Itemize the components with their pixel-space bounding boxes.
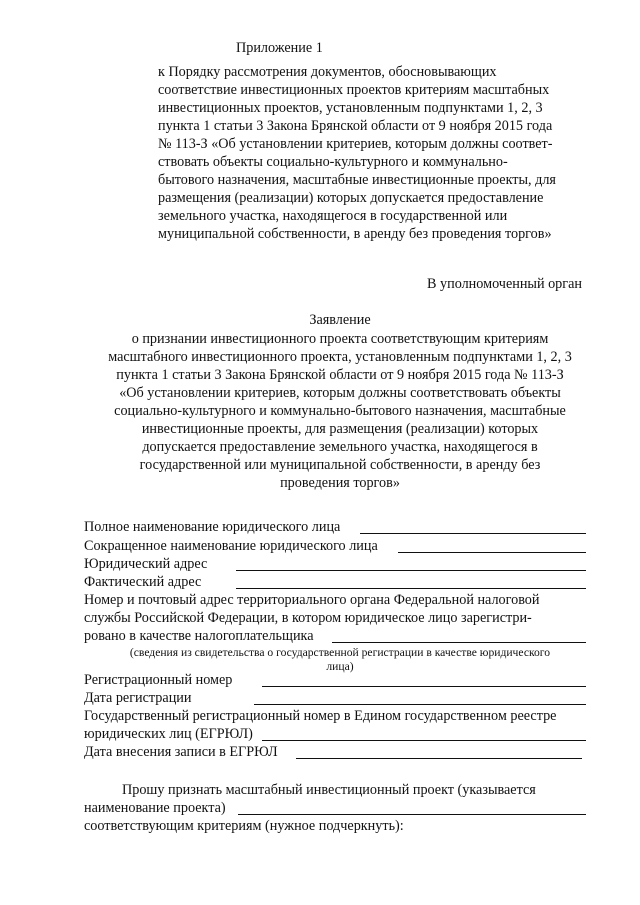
short-name-label: Сокращенное наименование юридического лица bbox=[84, 538, 378, 554]
statement-line: пункта 1 статьи 3 Закона Брянской области от 9 ноября 2015 года № 113-З bbox=[116, 367, 564, 383]
legal-address-field[interactable] bbox=[236, 570, 586, 571]
egrul-label-line2: юридических лиц (ЕГРЮЛ) bbox=[84, 726, 253, 742]
actual-address-field[interactable] bbox=[236, 588, 586, 589]
reg-number-field[interactable] bbox=[262, 686, 586, 687]
reg-date-field[interactable] bbox=[254, 704, 586, 705]
statement-line: социально-культурного и коммунально-бытового назначения, масштабные bbox=[114, 403, 566, 419]
statement-line: допускается предоставление земельного участка, находящегося в bbox=[142, 439, 538, 455]
appendix-line: земельного участка, находящегося в государственной или bbox=[158, 208, 508, 224]
request-line1: Прошу признать масштабный инвестиционный проект (указывается bbox=[122, 782, 536, 798]
appendix-line: пункта 1 статьи 3 Закона Брянской области от 9 ноября 2015 года bbox=[158, 118, 553, 134]
appendix-line: муниципальной собственности, в аренду без проведения торгов» bbox=[158, 226, 552, 242]
reg-number-label: Регистрационный номер bbox=[84, 672, 233, 688]
tax-office-note-line2: лица) bbox=[326, 660, 354, 673]
egrul-date-label: Дата внесения записи в ЕГРЮЛ bbox=[84, 744, 278, 760]
short-name-field[interactable] bbox=[398, 552, 586, 553]
full-name-field[interactable] bbox=[360, 533, 586, 534]
appendix-line: инвестиционных проектов, установленным подпунктами 1, 2, 3 bbox=[158, 100, 543, 116]
statement-line: государственной или муниципальной собственности, в аренду без bbox=[139, 457, 541, 473]
appendix-title: Приложение 1 bbox=[236, 40, 323, 56]
tax-office-note-line1: (сведения из свидетельства о государственной регистрации в качестве юридического bbox=[129, 646, 551, 659]
statement-line: масштабного инвестиционного проекта, установленным подпунктами 1, 2, 3 bbox=[108, 349, 572, 365]
tax-office-field[interactable] bbox=[332, 642, 586, 643]
actual-address-label: Фактический адрес bbox=[84, 574, 202, 590]
tax-office-label-line3: ровано в качестве налогоплательщика bbox=[84, 628, 314, 644]
tax-office-label-line2: службы Российской Федерации, в котором юридическое лицо зарегистри- bbox=[84, 610, 532, 626]
egrul-number-field[interactable] bbox=[262, 740, 586, 741]
request-line2: наименование проекта) bbox=[84, 800, 226, 816]
statement-line: проведения торгов» bbox=[280, 475, 400, 491]
appendix-line: к Порядку рассмотрения документов, обосновывающих bbox=[158, 64, 497, 80]
statement-title: Заявление bbox=[309, 312, 371, 328]
request-line3: соответствующим критериям (нужное подчеркнуть): bbox=[84, 818, 404, 834]
appendix-line: № 113-З «Об установлении критериев, которым должны соответ- bbox=[158, 136, 553, 152]
appendix-line: соответствие инвестиционных проектов критериям масштабных bbox=[158, 82, 550, 98]
statement-line: инвестиционные проекты, для размещения (реализации) которых bbox=[141, 421, 539, 437]
project-name-field[interactable] bbox=[238, 814, 586, 815]
reg-date-label: Дата регистрации bbox=[84, 690, 192, 706]
legal-address-label: Юридический адрес bbox=[84, 556, 208, 572]
egrul-label-line1: Государственный регистрационный номер в Едином государственном реестре bbox=[84, 708, 557, 724]
statement-line: «Об установлении критериев, которым должны соответствовать объекты bbox=[119, 385, 561, 401]
statement-line: о признании инвестиционного проекта соответствующим критериям bbox=[131, 331, 549, 347]
egrul-date-field[interactable] bbox=[296, 758, 582, 759]
addressee: В уполномоченный орган bbox=[427, 276, 582, 292]
appendix-line: бытового назначения, масштабные инвестиционные проекты, для bbox=[158, 172, 556, 188]
full-name-label: Полное наименование юридического лица bbox=[84, 519, 341, 535]
appendix-line: размещения (реализации) которых допускается предоставление bbox=[158, 190, 544, 206]
appendix-line: ствовать объекты социально-культурного и коммунально- bbox=[158, 154, 508, 170]
tax-office-label-line1: Номер и почтовый адрес территориального органа Федеральной налоговой bbox=[84, 592, 540, 608]
